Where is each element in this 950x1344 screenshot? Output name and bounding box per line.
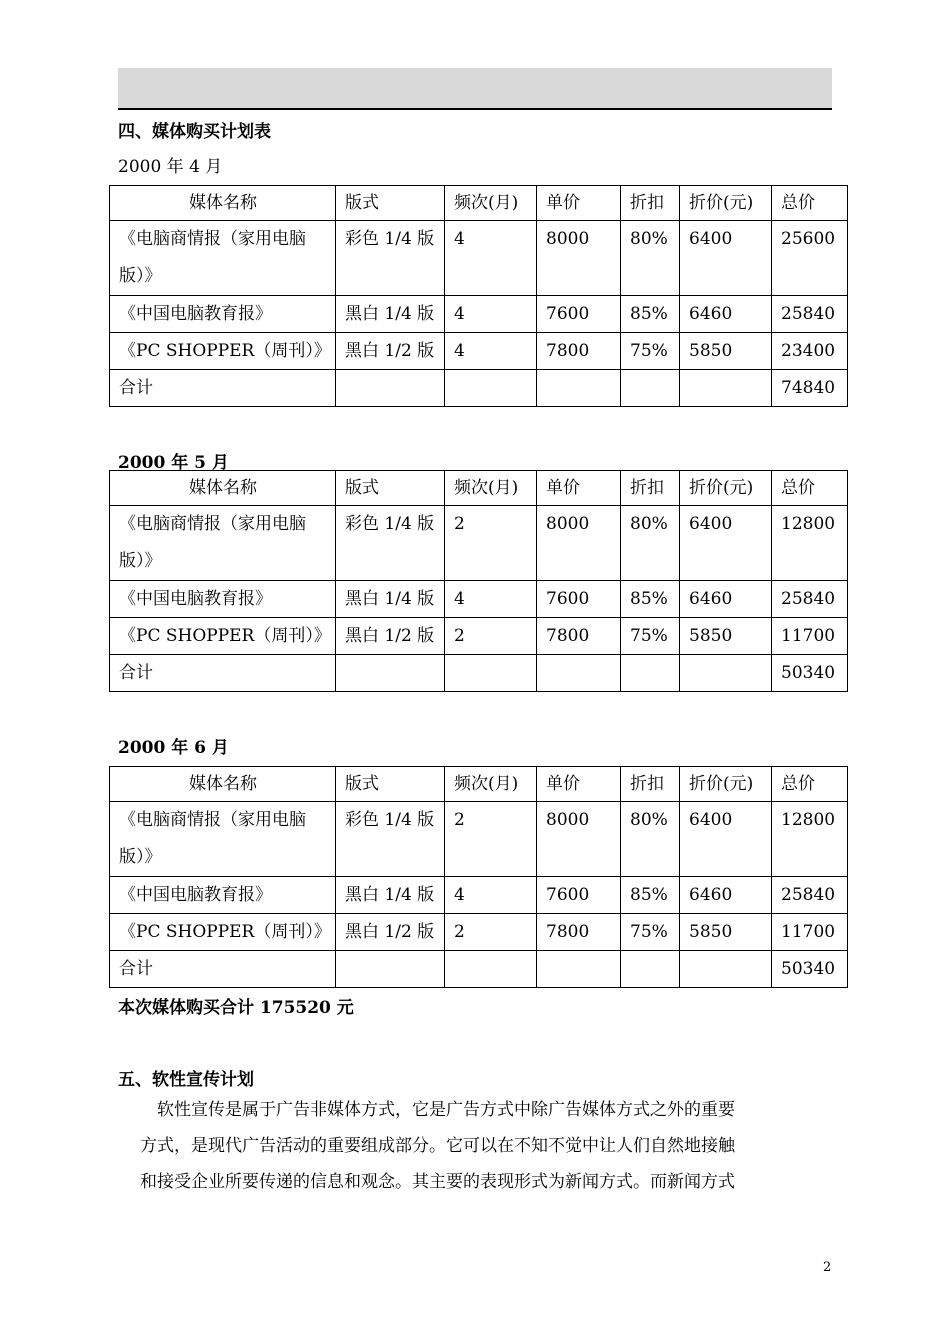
column-header: 频次(月) xyxy=(445,471,537,506)
column-header: 折价(元) xyxy=(680,767,772,802)
column-header: 版式 xyxy=(336,186,445,221)
table-cell: 6400 xyxy=(680,802,772,877)
table-cell: 黑白 1/2 版 xyxy=(336,333,445,370)
table-cell xyxy=(621,655,680,692)
table-cell: 6400 xyxy=(680,221,772,296)
table-cell: 2 xyxy=(445,618,537,655)
section-5-paragraph xyxy=(140,1092,820,1200)
column-header: 折价(元) xyxy=(680,471,772,506)
table-row xyxy=(110,618,848,655)
column-header: 媒体名称 xyxy=(110,471,336,506)
table-cell xyxy=(621,370,680,407)
table-cell: 6400 xyxy=(680,506,772,581)
section-4-heading: 四、媒体购买计划表 xyxy=(118,122,271,142)
table-cell: 彩色 1/4 版 xyxy=(336,802,445,877)
table-cell xyxy=(336,370,445,407)
table-cell: 5850 xyxy=(680,914,772,951)
table-cell xyxy=(537,951,621,988)
table-cell: 彩色 1/4 版 xyxy=(336,221,445,296)
table-cell: 80% xyxy=(621,221,680,296)
column-header: 单价 xyxy=(537,186,621,221)
total-label: 合计 xyxy=(110,655,336,692)
column-header: 频次(月) xyxy=(445,767,537,802)
column-header: 单价 xyxy=(537,767,621,802)
table-row xyxy=(110,914,848,951)
table-cell: 7600 xyxy=(537,296,621,333)
table-cell: 4 xyxy=(445,877,537,914)
total-value: 50340 xyxy=(772,655,848,692)
table-cell: 6460 xyxy=(680,296,772,333)
table-cell: 7800 xyxy=(537,618,621,655)
table-cell: 4 xyxy=(445,221,537,296)
table-cell: 2 xyxy=(445,914,537,951)
table-cell: 23400 xyxy=(772,333,848,370)
table-header-row xyxy=(110,767,848,802)
table-cell: 11700 xyxy=(772,914,848,951)
table-cell: 80% xyxy=(621,506,680,581)
table-cell xyxy=(336,655,445,692)
table-header-row xyxy=(110,186,848,221)
table-cell xyxy=(680,370,772,407)
table-cell: 12800 xyxy=(772,506,848,581)
table-cell: 75% xyxy=(621,914,680,951)
column-header: 总价 xyxy=(772,767,848,802)
media-table-april xyxy=(109,185,848,407)
paragraph-line: 软性宣传是属于广告非媒体方式，它是广告方式中除广告媒体方式之外的重要 xyxy=(157,1100,735,1120)
table-cell: 黑白 1/4 版 xyxy=(336,877,445,914)
table-cell: 7600 xyxy=(537,581,621,618)
table-cell xyxy=(680,655,772,692)
column-header: 折扣 xyxy=(621,186,680,221)
table-cell: 25840 xyxy=(772,581,848,618)
header-band xyxy=(118,68,832,110)
table-cell: 85% xyxy=(621,877,680,914)
table-cell xyxy=(537,655,621,692)
column-header: 版式 xyxy=(336,767,445,802)
table-cell xyxy=(445,951,537,988)
table-cell: 80% xyxy=(621,802,680,877)
table-cell: 黑白 1/4 版 xyxy=(336,296,445,333)
table-row xyxy=(110,296,848,333)
table-cell: 85% xyxy=(621,296,680,333)
table-cell: 6460 xyxy=(680,877,772,914)
grand-total: 本次媒体购买合计 175520 元 xyxy=(118,998,354,1018)
table-cell xyxy=(445,370,537,407)
paragraph-line: 和接受企业所要传递的信息和观念。其主要的表现形式为新闻方式。而新闻方式 xyxy=(140,1172,735,1192)
table-cell xyxy=(445,655,537,692)
table-cell: 25840 xyxy=(772,296,848,333)
table-cell: 《电脑商情报（家用电脑版）》 xyxy=(110,506,336,581)
table-cell xyxy=(336,951,445,988)
table-cell xyxy=(621,951,680,988)
table-cell: 《中国电脑教育报》 xyxy=(110,877,336,914)
table-cell: 25840 xyxy=(772,877,848,914)
total-label: 合计 xyxy=(110,951,336,988)
total-value: 74840 xyxy=(772,370,848,407)
table-cell: 彩色 1/4 版 xyxy=(336,506,445,581)
column-header: 折扣 xyxy=(621,767,680,802)
table-cell: 2 xyxy=(445,506,537,581)
table-row xyxy=(110,221,848,296)
table-2-month: 2000 年 5 月 xyxy=(118,453,229,473)
table-cell: 7800 xyxy=(537,333,621,370)
table-row xyxy=(110,802,848,877)
table-cell: 2 xyxy=(445,802,537,877)
column-header: 媒体名称 xyxy=(110,186,336,221)
column-header: 频次(月) xyxy=(445,186,537,221)
table-cell: 《电脑商情报（家用电脑版）》 xyxy=(110,802,336,877)
table-cell: 黑白 1/2 版 xyxy=(336,618,445,655)
table-cell: 12800 xyxy=(772,802,848,877)
paragraph-line: 方式，是现代广告活动的重要组成部分。它可以在不知不觉中让人们自然地接触 xyxy=(140,1136,735,1156)
total-label: 合计 xyxy=(110,370,336,407)
total-value: 50340 xyxy=(772,951,848,988)
table-cell: 《PC SHOPPER（周刊）》 xyxy=(110,333,336,370)
section-5-heading: 五、软性宣传计划 xyxy=(118,1070,254,1090)
column-header: 折扣 xyxy=(621,471,680,506)
table-cell: 11700 xyxy=(772,618,848,655)
column-header: 媒体名称 xyxy=(110,767,336,802)
table-cell xyxy=(537,370,621,407)
table-cell: 《PC SHOPPER（周刊）》 xyxy=(110,618,336,655)
page-number: 2 xyxy=(823,1260,832,1275)
column-header: 总价 xyxy=(772,471,848,506)
table-header-row xyxy=(110,471,848,506)
column-header: 折价(元) xyxy=(680,186,772,221)
table-cell: 《PC SHOPPER（周刊）》 xyxy=(110,914,336,951)
media-table-june xyxy=(109,766,848,988)
table-cell: 4 xyxy=(445,581,537,618)
table-3-month: 2000 年 6 月 xyxy=(118,738,229,758)
table-cell: 75% xyxy=(621,618,680,655)
table-cell: 《中国电脑教育报》 xyxy=(110,296,336,333)
table-cell: 8000 xyxy=(537,802,621,877)
table-cell: 黑白 1/4 版 xyxy=(336,581,445,618)
table-cell: 25600 xyxy=(772,221,848,296)
table-cell: 黑白 1/2 版 xyxy=(336,914,445,951)
table-cell: 7800 xyxy=(537,914,621,951)
table-row xyxy=(110,877,848,914)
table-cell: 85% xyxy=(621,581,680,618)
table-cell: 75% xyxy=(621,333,680,370)
table-cell: 《电脑商情报（家用电脑版）》 xyxy=(110,221,336,296)
table-row xyxy=(110,333,848,370)
table-row xyxy=(110,506,848,581)
table-cell xyxy=(680,951,772,988)
table-cell: 5850 xyxy=(680,333,772,370)
table-cell: 7600 xyxy=(537,877,621,914)
total-row xyxy=(110,951,848,988)
table-cell: 4 xyxy=(445,333,537,370)
table-cell: 8000 xyxy=(537,506,621,581)
table-row xyxy=(110,581,848,618)
table-cell: 5850 xyxy=(680,618,772,655)
media-table-may xyxy=(109,470,848,692)
table-cell: 4 xyxy=(445,296,537,333)
column-header: 版式 xyxy=(336,471,445,506)
table-1-month: 2000 年 4 月 xyxy=(118,157,223,177)
column-header: 单价 xyxy=(537,471,621,506)
table-cell: 8000 xyxy=(537,221,621,296)
total-row xyxy=(110,370,848,407)
table-cell: 《中国电脑教育报》 xyxy=(110,581,336,618)
total-row xyxy=(110,655,848,692)
table-cell: 6460 xyxy=(680,581,772,618)
column-header: 总价 xyxy=(772,186,848,221)
